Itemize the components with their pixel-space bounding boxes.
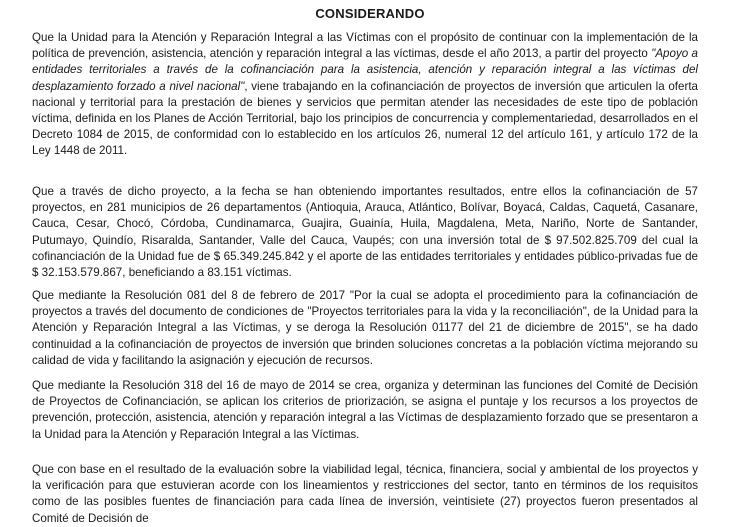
paragraph-5: Que con base en el resultado de la evaluación sobre la viabilidad legal, técnica, financiera, social y ambiental de los proyectos y la verificación para que estuvieran acorde con los lineamientos y restricciones del sector, tanto en términos de los requisitos como de las posibles fuentes de financiación para cada línea de inversión, veintisiete (27) proyectos fueron presentados al Comité de Decisión de bbox=[32, 463, 698, 525]
paragraph-1-text-end: , viene trabajando en la cofinanciación de proyectos de inversión que articulen la oferta nacional y territorial para la prestación de bienes y servicios que permitan atender las necesidades de este tipo de población víctima, definida en los Planes de Acción Territorial, bajo los principios de concurrencia y complementariedad, desarrollados en el Decreto 1084 de 2015, de conformidad con lo establecido en los artículos 26, numeral 12 del artículo 161, y artículo 172 de la Ley 1448 de 2011. bbox=[32, 79, 698, 158]
paragraph-4: Que mediante la Resolución 318 del 16 de mayo de 2014 se crea, organiza y determinan las funciones del Comité de Decisión de Proyectos de Cofinanciación, se aplican los criterios de priorización, se asigna el puntaje y los recursos a los proyectos de prevención, protección, asistencia, atención y reparación integral a las Víctimas de desplazamiento forzado que se presentaron a la Unidad para la Atención y Reparación Integral a las Víctimas. bbox=[32, 379, 698, 441]
project-name-italic: "Apoyo a entidades territoriales a través de la cofinanciación para la asistencia, atención y reparación integral a las víctimas del desplazamiento forzado a nivel nacional" bbox=[32, 47, 698, 93]
paragraph-1 bbox=[32, 30, 698, 160]
paragraph-2: Que a través de dicho proyecto, a la fecha se han obteniendo importantes resultados, entre ellos la cofinanciación de 57 proyectos, en 281 municipios de 26 departamentos (Antioquia, Arauca, Atlántico, Bolívar, Boyacá, Caldas, Caquetá, Casanare, Cauca, Cesar, Chocó, Córdoba, Cundinamarca, Guajira, Guainía, Huila, Magdalena, Meta, Nariño, Norte de Santander, Putumayo, Quindío, Risaralda, Santander, Valle del Cauca, Vaupés; con una inversión total de $ 97.502.825.709 del cual la cofinanciación de la Unidad fue de $ 65.349.245.842 y el aporte de las entidades territoriales y entidades público-privadas fue de $ 32.153.579.867, beneficiando a 83.151 víctimas. bbox=[32, 185, 698, 280]
paragraph-1-text-start: Que la Unidad para la Atención y Reparación Integral a las Víctimas con el propósito de continuar con la implementación de la política de prevención, asistencia, atención y reparación integral a las víctimas, desde el año 2013, a partir del proyecto bbox=[32, 31, 698, 61]
paragraph-3: Que mediante la Resolución 081 del 8 de febrero de 2017 "Por la cual se adopta el procedimiento para la cofinanciación de proyectos a través del documento de condiciones de "Proyectos territoriales para la vida y la reconciliación", de la Unidad para la Atención y Reparación Integral a las Víctimas, y se deroga la Resolución 01177 del 21 de diciembre de 2015", se ha dado continuidad a la cofinanciación de proyectos de inversión que brinden soluciones concretas a la población víctima mejorando su calidad de vida y facilitando la asignación y ejecución de recursos. bbox=[32, 289, 698, 367]
section-heading: CONSIDERANDO bbox=[315, 6, 425, 21]
